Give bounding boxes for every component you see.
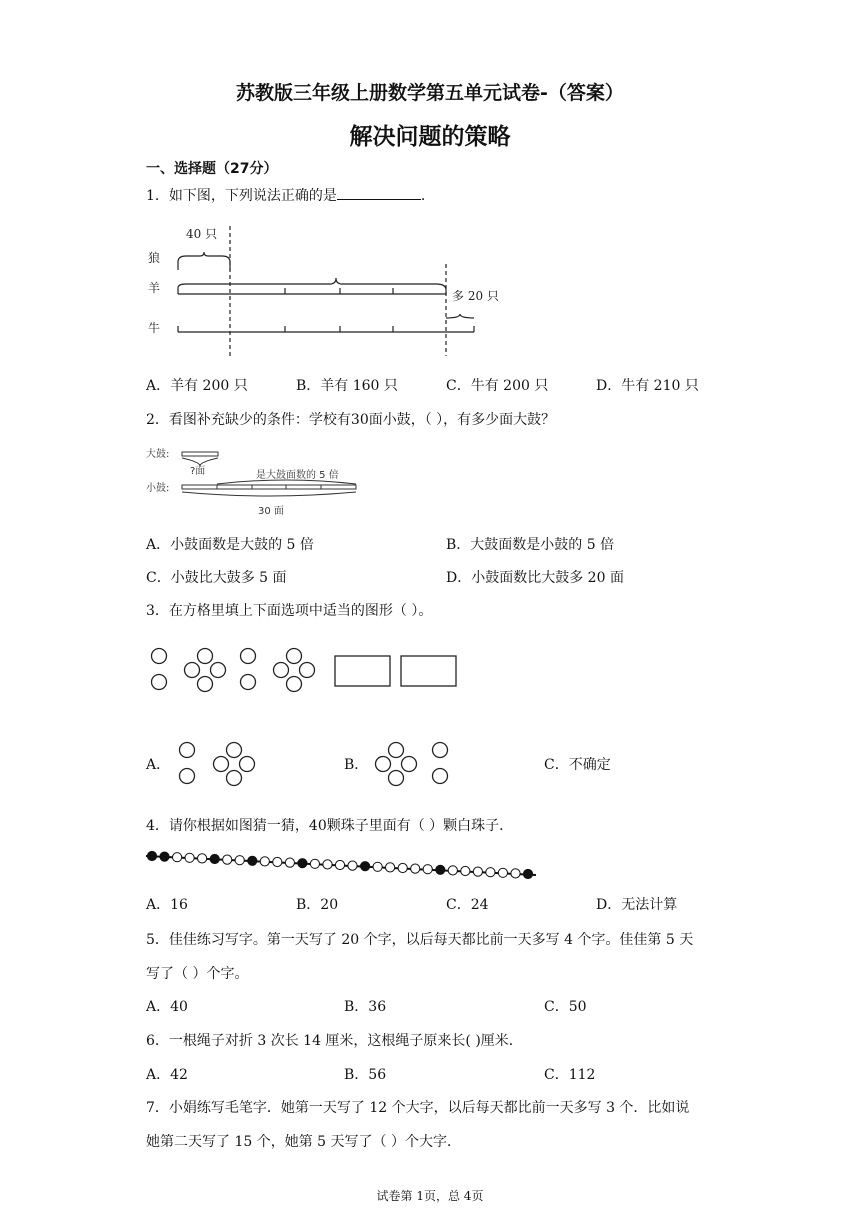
label-small-drum: 小鼓:	[146, 483, 170, 494]
black-bead	[298, 859, 307, 868]
label-wolf: 狼	[148, 251, 161, 265]
white-bead	[411, 864, 420, 873]
black-bead	[147, 851, 156, 860]
white-bead	[273, 857, 282, 866]
circle-shape	[376, 757, 391, 772]
circle-shape	[211, 663, 226, 678]
brace-40	[178, 252, 230, 270]
white-bead	[423, 865, 432, 874]
q3-option-c: C．不确定	[544, 757, 611, 773]
page-title: 苏教版三年级上册数学第五单元试卷-（答案）	[236, 82, 624, 104]
q6-option-c: C．112	[544, 1067, 596, 1083]
white-bead	[498, 868, 507, 877]
white-bead	[223, 855, 232, 864]
empty-box	[401, 656, 456, 686]
brace-more-20	[446, 314, 474, 318]
circle-shape	[227, 771, 242, 786]
q5-stem-line1: 5．佳佳练习写字。第一天写了 20 个字，以后每天都比前一天多写 4 个字。佳佳第 5 天	[146, 932, 694, 948]
q1-line-diagram	[140, 222, 520, 360]
circle-shape	[274, 663, 289, 678]
label-cow: 牛	[148, 321, 161, 335]
page-subtitle: 解决问题的策略	[349, 124, 511, 150]
q3-pattern	[146, 644, 466, 698]
q5-option-c: C．50	[544, 999, 587, 1015]
q3-option-a-figure	[172, 738, 272, 790]
q1-option-d: D．牛有 210 只	[596, 378, 699, 394]
brace-big-drum	[182, 458, 218, 466]
q2-option-a: A．小鼓面数是大鼓的 5 倍	[146, 537, 314, 553]
white-bead	[448, 866, 457, 875]
label-40: 40 只	[186, 227, 218, 241]
circle-shape	[300, 663, 315, 678]
circle-shape	[152, 675, 167, 690]
section-heading: 一、选择题（27分）	[146, 161, 278, 177]
white-bead	[473, 867, 482, 876]
black-bead	[248, 856, 257, 865]
q3-option-b-figure	[368, 738, 458, 790]
label-five-times: 是大鼓面数的 5 倍	[256, 470, 339, 481]
white-bead	[198, 854, 207, 863]
brace-30	[182, 492, 356, 496]
circle-shape	[214, 757, 229, 772]
white-bead	[398, 863, 407, 872]
white-bead	[511, 869, 520, 878]
circle-shape	[152, 649, 167, 664]
circle-shape	[287, 677, 302, 692]
label-sheep: 羊	[148, 281, 161, 295]
q1-option-a: A．羊有 200 只	[146, 378, 248, 394]
circle-shape	[180, 743, 195, 758]
white-bead	[373, 862, 382, 871]
black-bead	[361, 862, 370, 871]
label-unknown: ?面	[190, 466, 206, 477]
q4-option-a: A．16	[146, 897, 188, 913]
circle-shape	[180, 769, 195, 784]
q5-option-b: B．36	[344, 999, 387, 1015]
q4-option-b: B．20	[296, 897, 339, 913]
q5-stem-line2: 写了（ ）个字。	[146, 966, 249, 982]
circle-shape	[433, 743, 448, 758]
answer-blank	[337, 187, 421, 200]
black-bead	[160, 852, 169, 861]
big-drum-bar	[182, 452, 218, 456]
white-bead	[335, 860, 344, 869]
white-bead	[310, 859, 319, 868]
q2-option-d: D．小鼓面数比大鼓多 20 面	[446, 570, 624, 586]
white-bead	[285, 858, 294, 867]
q1-option-c: C．牛有 200 只	[446, 378, 549, 394]
black-bead	[523, 869, 532, 878]
q3-stem: 3．在方格里填上下面选项中适当的图形（ ）。	[146, 603, 433, 619]
white-bead	[461, 866, 470, 875]
white-bead	[323, 860, 332, 869]
q4-option-d: D．无法计算	[596, 897, 678, 913]
circle-shape	[241, 675, 256, 690]
q2-stem: 2．看图补充缺少的条件：学校有30面小鼓，（ ），有多少面大鼓？	[146, 412, 556, 428]
q2-drum-diagram	[146, 444, 366, 518]
circle-shape	[185, 663, 200, 678]
q1-stem-end: ．	[420, 188, 435, 204]
white-bead	[348, 861, 357, 870]
label-more-20: 多 20 只	[452, 289, 499, 303]
circle-shape	[402, 757, 417, 772]
white-bead	[486, 868, 495, 877]
q1-stem	[146, 187, 435, 205]
white-bead	[185, 853, 194, 862]
brace-sheep	[178, 278, 446, 294]
circle-shape	[198, 677, 213, 692]
circle-shape	[240, 757, 255, 772]
q4-stem: 4．请你根据如图猜一猜，40颗珠子里面有（ ）颗白珠子．	[146, 818, 514, 834]
circle-shape	[389, 771, 404, 786]
q4-option-c: C．24	[446, 897, 489, 913]
q6-stem: 6．一根绳子对折 3 次长 14 厘米，这根绳子原来长( )厘米．	[146, 1033, 523, 1049]
empty-box	[335, 656, 390, 686]
q3-option-a: A．	[146, 757, 171, 773]
circle-shape	[227, 743, 242, 758]
q6-option-a: A．42	[146, 1067, 188, 1083]
q6-option-b: B．56	[344, 1067, 387, 1083]
page-footer: 试卷第 1页，总 4页	[376, 1189, 484, 1203]
black-bead	[436, 865, 445, 874]
q4-bead-string	[144, 849, 540, 883]
small-drum-bar	[182, 485, 356, 489]
q1-option-b: B．羊有 160 只	[296, 378, 398, 394]
q3-option-b: B．	[344, 757, 369, 773]
circle-shape	[389, 743, 404, 758]
label-big-drum: 大鼓:	[146, 449, 170, 460]
white-bead	[260, 857, 269, 866]
circle-shape	[198, 649, 213, 664]
white-bead	[173, 853, 182, 862]
circle-shape	[433, 769, 448, 784]
q7-stem-line1: 7．小娟练写毛笔字．她第一天写了 12 个大字，以后每天都比前一天多写 3 个．比如说	[146, 1100, 690, 1116]
q5-option-a: A．40	[146, 999, 188, 1015]
white-bead	[235, 856, 244, 865]
white-bead	[386, 863, 395, 872]
q2-option-c: C．小鼓比大鼓多 5 面	[146, 570, 287, 586]
q1-stem-text: 1．如下图，下列说法正确的是	[146, 188, 337, 204]
circle-shape	[241, 649, 256, 664]
q2-option-b: B．大鼓面数是小鼓的 5 倍	[446, 537, 615, 553]
black-bead	[210, 854, 219, 863]
label-30: 30 面	[258, 506, 284, 517]
q7-stem-line2: 她第二天写了 15 个，她第 5 天写了（ ）个大字．	[146, 1134, 461, 1150]
circle-shape	[287, 649, 302, 664]
